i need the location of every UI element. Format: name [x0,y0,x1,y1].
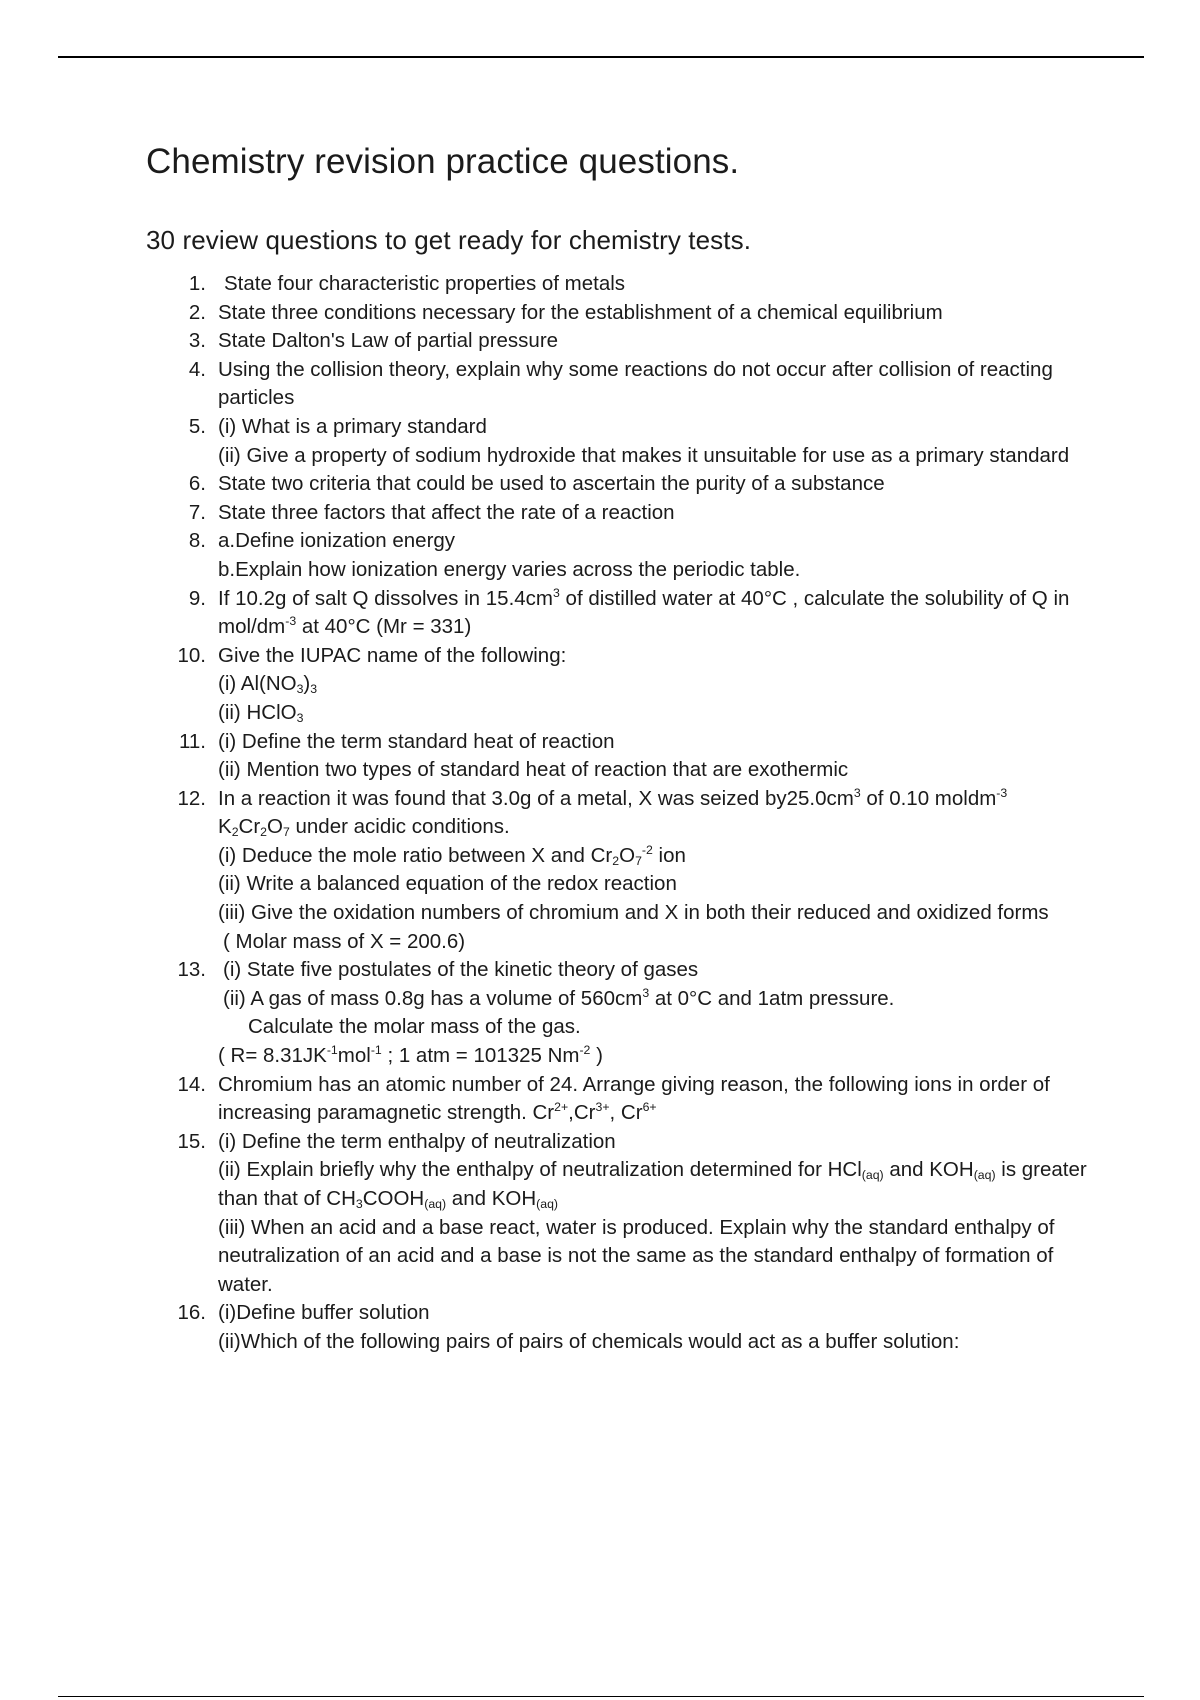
question-text: If 10.2g of salt Q dissolves in $15.4cm^3$ of distilled water at 40°C , calculate the solubility of Q in mol/$dm^{-3}$ at 40°C (Mr = 331) [218,585,1070,639]
question-text-formula: $K_2Cr_2O_7$ under acidic conditions. [218,815,510,840]
question-15 [0,1128,1088,1300]
question-text: In a reaction it was found that 3.0g of a metal, X was seized $by25.0cm^3$ of 0.10 moldm$^{-3}$ [218,785,1008,810]
question-14 [0,1071,1088,1128]
question-text: State four characteristic properties of metals [224,272,626,295]
question-number: 8. [188,529,206,553]
question-part-b: b.Explain how ionization energy varies across the periodic table. [218,557,801,581]
question-1 [0,270,1088,299]
question-text: State two criteria that could be used to ascertain the purity of a substance [218,472,885,496]
question-number: 16. [177,1301,206,1325]
question-part-ii: (ii) Explain briefly why the enthalpy of neutralization determined for HCl$_{(aq)}$ and $KOH_{(aq)}$ is greater than that of $CH_3COOH_{(aq)}$ and $KOH_{(aq)}$ [218,1158,1087,1211]
question-text: Chromium has an atomic number of 24. Arrange giving reason, the following ions in order of increasing paramagnetic strength. $Cr^{2+},Cr^{3+}$, $Cr^{6+}$ [218,1072,1050,1125]
question-constants: ( $R= 8.31JK^{-1}mol^{-1}$ ; 1 atm = 101325 $Nm^{-2}$ ) [218,1043,603,1068]
question-number: 6. [188,472,206,496]
question-16 [0,1299,1088,1356]
question-number: 11. [179,729,206,753]
question-number: 4. [188,357,206,381]
page-subtitle: 30 review questions to get ready for chemistry tests. [146,225,752,255]
question-list [0,270,1200,1357]
question-part-iii: (iii) Give the oxidation numbers of chromium and X in both their reduced and oxidized forms [218,901,1049,925]
question-part-i: (i) What is a primary standard [218,414,487,438]
question-number: 2. [188,300,206,324]
question-number: 3. [188,329,206,353]
question-5 [0,413,1088,470]
question-10 [0,642,1088,728]
question-part-ii: (ii)Which of the following pairs of pairs of chemicals would act as a buffer solution: [218,1329,960,1353]
question-11 [0,728,1088,785]
question-part-iii: (iii) When an acid and a base react, water is produced. Explain why the standard enthalpy of neutralization of an acid and a base is not the same as the standard enthalpy of formation of water. [218,1215,1055,1296]
footer-rule [58,1696,1144,1697]
formula-al-nitrate: (i) $Al(NO_3)_3$ [218,672,318,697]
question-note: ( Molar mass of X = 200.6) [223,929,466,953]
question-4 [0,356,1088,413]
question-part-ii: (ii) Write a balanced equation of the redox reaction [218,872,677,896]
question-6 [0,470,1088,499]
question-number: 1. [188,272,206,295]
question-part-ii: (ii) A gas of mass 0.8g has a volume of $560cm^3$ at 0°C and 1atm pressure. [223,985,895,1010]
question-text: State Dalton's Law of partial pressure [218,329,559,353]
question-part-i: (i) State five postulates of the kinetic theory of gases [223,958,699,982]
question-number: 13. [177,958,206,982]
question-part-i: (i) Define the term enthalpy of neutralization [218,1129,616,1153]
question-12 [0,785,1088,957]
question-number: 9. [188,586,206,610]
question-number: 10. [177,643,206,667]
question-8 [0,527,1088,584]
page-title: Chemistry revision practice questions. [146,142,740,181]
question-part-a: a.Define ionization energy [218,529,456,553]
question-7 [0,499,1088,528]
question-3 [0,327,1088,356]
question-part-ii-cont: Calculate the molar mass of the gas. [248,1015,581,1039]
question-text: Using the collision theory, explain why some reactions do not occur after collision of reacting particles [218,357,1053,410]
question-part-i: (i) Deduce the mole ratio between X and $Cr_2O_7^{-2}$ ion [218,842,686,868]
question-9 [0,585,1088,642]
question-number: 12. [177,786,206,810]
question-number: 14. [177,1072,206,1096]
question-2 [0,299,1088,328]
question-text: State three factors that affect the rate of a reaction [218,500,675,524]
question-text: Give the IUPAC name of the following: [218,643,567,667]
question-number: 7. [188,500,206,524]
question-part-i: (i)Define buffer solution [218,1301,430,1325]
question-number: 15. [177,1129,206,1153]
question-part-ii: (ii) Give a property of sodium hydroxide that makes it unsuitable for use as a primary standard [218,443,1070,467]
question-part-ii: (ii) Mention two types of standard heat of reaction that are exothermic [218,758,849,782]
question-13 [0,956,1088,1070]
header-rule [58,56,1144,58]
question-text: State three conditions necessary for the establishment of a chemical equilibrium [218,300,943,324]
question-number: 5. [188,414,206,438]
formula-chloric-acid: (ii) HClO$_3$ [218,700,304,725]
question-part-i: (i) Define the term standard heat of reaction [218,729,615,753]
